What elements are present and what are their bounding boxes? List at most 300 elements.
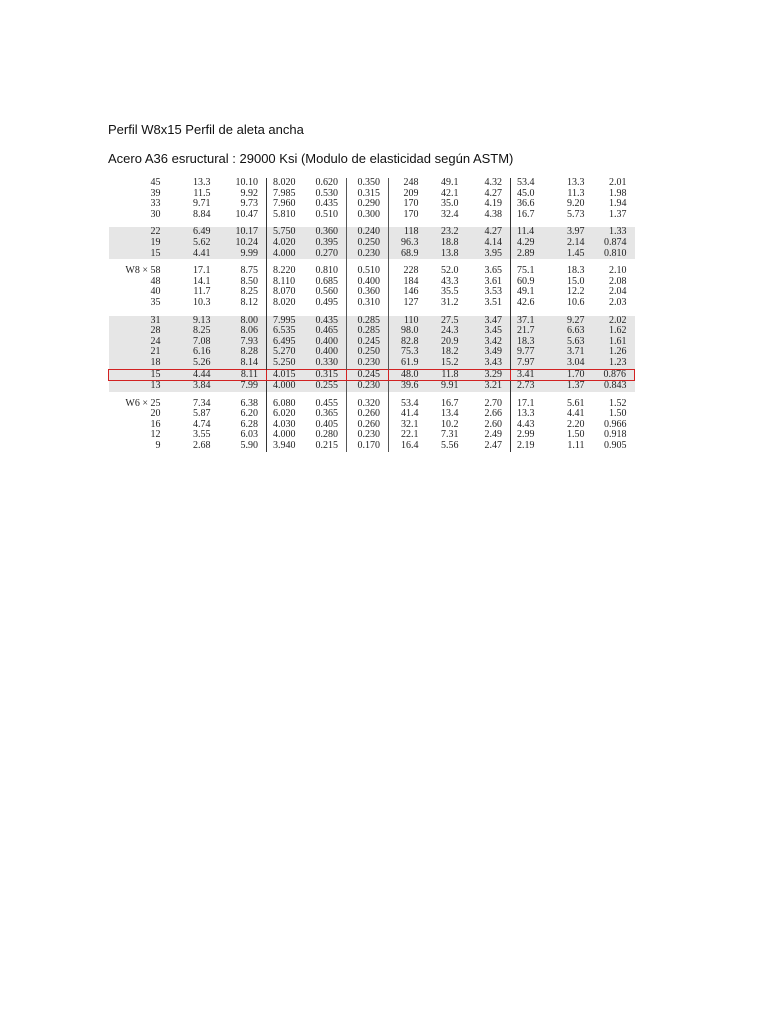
table-cell: 21.7: [511, 326, 551, 337]
spacer-cell: [267, 220, 309, 227]
table-cell: 4.38: [484, 209, 502, 220]
table-cell: 22.1: [389, 430, 427, 441]
table-cell: 2.20: [567, 419, 585, 430]
table-cell: 4.020: [267, 238, 309, 249]
spacer-cell: [551, 220, 593, 227]
table-cell: 52.0: [441, 266, 459, 277]
table-cell: 146: [389, 287, 427, 298]
table-cell: 1.61: [593, 337, 635, 348]
table-cell: 2.10: [609, 266, 627, 277]
table-cell: 0.245: [347, 337, 389, 348]
table-cell: 4.015: [267, 369, 309, 381]
spacer-cell: [267, 392, 309, 399]
spacer-cell: [511, 220, 551, 227]
table-cell: 3.61: [484, 276, 502, 287]
spacer-cell: [109, 392, 175, 399]
table-cell: 4.41: [567, 409, 585, 420]
row-designation-cell: 33: [150, 199, 161, 210]
table-row: [109, 210, 635, 221]
table-cell: 5.73: [567, 209, 585, 220]
spacer-cell: [175, 259, 219, 266]
row-designation-cell: 15: [109, 369, 175, 381]
table-cell: 0.270: [309, 249, 347, 260]
table-cell: 8.75: [240, 266, 258, 277]
table-cell: 8.11: [219, 369, 267, 381]
table-row: [109, 266, 635, 277]
table-cell: 45.0: [511, 189, 551, 200]
table-row: [109, 277, 635, 288]
table-cell: 2.73: [511, 381, 551, 392]
spacer-cell: [219, 392, 267, 399]
spacer-cell: [309, 220, 347, 227]
table-cell: 5.270: [267, 347, 309, 358]
table-cell: 2.70: [484, 398, 502, 409]
table-cell: 0.245: [347, 369, 389, 381]
table-cell: 0.685: [315, 276, 338, 287]
table-cell: 18.8: [427, 238, 467, 249]
table-cell: 2.14: [551, 238, 593, 249]
spacer-cell: [467, 392, 511, 399]
table-cell: 7.960: [267, 199, 309, 210]
spacer-cell: [219, 259, 267, 266]
table-cell: 1.50: [609, 409, 627, 420]
table-cell: 2.60: [484, 419, 502, 430]
table-cell: 7.93: [219, 337, 267, 348]
table-cell: 0.230: [347, 249, 389, 260]
table-cell: 5.61: [567, 398, 585, 409]
table-row: [109, 420, 635, 431]
table-cell: 75.1: [511, 266, 551, 277]
table-cell: 5.750: [267, 227, 309, 238]
table-cell: 4.27: [484, 188, 502, 199]
table-cell: 0.170: [347, 441, 389, 452]
table-cell: 170: [389, 210, 427, 221]
spacer-cell: [175, 220, 219, 227]
table-cell: 0.290: [347, 199, 389, 210]
table-cell: 3.71: [551, 347, 593, 358]
table-cell: 0.285: [347, 316, 389, 327]
table-cell: 37.1: [511, 316, 551, 327]
table-cell: 0.560: [315, 287, 338, 298]
table-cell: 0.365: [315, 409, 338, 420]
table-cell: 32.4: [441, 209, 459, 220]
spacer-cell: [109, 259, 175, 266]
spacer-cell: [389, 220, 427, 227]
table-cell: 0.260: [347, 420, 389, 431]
table-cell: 0.320: [347, 399, 389, 410]
table-cell: 6.28: [240, 419, 258, 430]
table-cell: 17.1: [511, 399, 551, 410]
table-cell: 42.1: [441, 188, 459, 199]
table-cell: 7.97: [511, 358, 551, 369]
table-cell: 8.25: [175, 326, 219, 337]
table-cell: 42.6: [511, 298, 551, 309]
table-row: [109, 298, 635, 309]
table-cell: 0.510: [315, 209, 338, 220]
table-cell: 0.260: [347, 409, 389, 420]
table-cell: 0.280: [315, 430, 338, 441]
spacer-cell: [511, 392, 551, 399]
table-cell: 0.315: [309, 369, 347, 381]
table-row: [109, 358, 635, 369]
spacer-cell: [109, 220, 175, 227]
table-cell: 3.84: [175, 381, 219, 392]
table-cell: 6.49: [175, 227, 219, 238]
table-cell: 9.99: [219, 249, 267, 260]
group-spacer: [109, 259, 635, 266]
table-cell: 53.4: [511, 178, 551, 189]
table-cell: 16.4: [389, 441, 427, 452]
table-cell: 75.3: [389, 347, 427, 358]
document-title: Perfil W8x15 Perfil de aleta ancha: [108, 122, 304, 137]
table-cell: 0.360: [309, 227, 347, 238]
table-cell: 8.12: [240, 297, 258, 308]
table-cell: 48.0: [389, 369, 427, 381]
table-cell: 3.55: [193, 430, 211, 441]
group-spacer: [109, 392, 635, 399]
table-cell: 6.535: [267, 326, 309, 337]
table-cell: 5.26: [175, 358, 219, 369]
spacer-cell: [427, 220, 467, 227]
table-cell: 18.3: [567, 266, 585, 277]
table-cell: 61.9: [389, 358, 427, 369]
table-cell: 0.360: [347, 287, 389, 298]
table-cell: 2.47: [484, 441, 502, 452]
table-cell: 1.23: [593, 358, 635, 369]
spacer-cell: [175, 309, 219, 316]
table-cell: 7.31: [441, 430, 459, 441]
table-cell: 12.2: [567, 287, 585, 298]
table-cell: 3.95: [467, 249, 511, 260]
table-cell: 0.400: [309, 337, 347, 348]
table-cell: 2.19: [511, 441, 551, 452]
table-cell: 4.27: [467, 227, 511, 238]
table-cell: 3.940: [267, 441, 309, 452]
table-row: [109, 189, 635, 200]
table-cell: 4.14: [467, 238, 511, 249]
table-cell: 3.21: [467, 381, 511, 392]
table-cell: 0.400: [309, 347, 347, 358]
table-row: [109, 430, 635, 441]
table-row: [109, 337, 635, 348]
spacer-cell: [309, 259, 347, 266]
spacer-cell: [347, 259, 389, 266]
table-cell: 6.495: [267, 337, 309, 348]
table-cell: 1.62: [593, 326, 635, 337]
table-cell: 5.810: [267, 210, 309, 221]
table-cell: 0.495: [315, 297, 338, 308]
table-cell: 9.91: [427, 381, 467, 392]
table-cell: 11.3: [567, 188, 585, 199]
table-cell: 3.41: [511, 369, 551, 381]
spacer-cell: [551, 392, 593, 399]
table-cell: 0.300: [347, 210, 389, 221]
table-cell: 2.49: [484, 430, 502, 441]
table-cell: 3.51: [484, 297, 502, 308]
spacer-cell: [593, 309, 635, 316]
table-cell: 9.71: [193, 199, 211, 210]
table-cell: 3.49: [467, 347, 511, 358]
table-cell: 4.29: [511, 238, 551, 249]
spacer-cell: [593, 220, 635, 227]
row-designation-cell: 13: [109, 381, 175, 392]
spacer-cell: [175, 392, 219, 399]
table-cell: 1.94: [609, 199, 627, 210]
spacer-cell: [109, 309, 175, 316]
table-cell: 4.000: [267, 381, 309, 392]
row-designation-cell: 22: [109, 227, 175, 238]
table-cell: 13.4: [441, 409, 459, 420]
table-cell: 3.65: [484, 266, 502, 277]
table-cell: 6.38: [240, 398, 258, 409]
table-cell: 11.4: [511, 227, 551, 238]
table-cell: 4.74: [193, 419, 211, 430]
table-cell: 10.17: [219, 227, 267, 238]
row-designation-cell: 15: [109, 249, 175, 260]
table-cell: 170: [389, 199, 427, 210]
table-cell: 4.000: [267, 249, 309, 260]
table-cell: 10.2: [441, 419, 459, 430]
table-cell: 5.87: [193, 409, 211, 420]
table-cell: 7.995: [267, 316, 309, 327]
table-cell: 9.20: [567, 199, 585, 210]
spacer-cell: [309, 309, 347, 316]
table-cell: 0.405: [315, 419, 338, 430]
spacer-cell: [551, 309, 593, 316]
table-cell: 11.7: [193, 287, 211, 298]
table-cell: 13.8: [427, 249, 467, 260]
table-cell: 0.435: [315, 199, 338, 210]
table-cell: 0.810: [593, 249, 635, 260]
table-cell: 7.99: [219, 381, 267, 392]
table-cell: 0.230: [347, 430, 389, 441]
table-row: [109, 249, 635, 260]
table-cell: 32.1: [389, 420, 427, 431]
table-cell: 0.843: [593, 381, 635, 392]
table-cell: 248: [389, 178, 427, 189]
table-row: [109, 409, 635, 420]
row-designation-cell: 19: [109, 238, 175, 249]
table-cell: 96.3: [389, 238, 427, 249]
table-row: [109, 227, 635, 238]
spacer-cell: [551, 259, 593, 266]
spacer-cell: [511, 309, 551, 316]
table-cell: 0.455: [315, 398, 338, 409]
table-cell: 27.5: [427, 316, 467, 327]
table-cell: 98.0: [389, 326, 427, 337]
table-cell: 43.3: [441, 276, 459, 287]
table-cell: 60.9: [511, 277, 551, 288]
table-cell: 4.32: [484, 178, 502, 188]
spacer-cell: [267, 309, 309, 316]
table-cell: 13.3: [567, 178, 585, 188]
row-designation-cell: 31: [109, 316, 175, 327]
table-cell: 0.285: [347, 326, 389, 337]
table-cell: 1.11: [567, 441, 585, 452]
row-designation-cell: 21: [109, 347, 175, 358]
table-cell: 16.7: [441, 398, 459, 409]
table-cell: 17.1: [193, 266, 211, 277]
table-cell: 3.97: [551, 227, 593, 238]
table-row: [109, 381, 635, 392]
table-cell: 0.966: [604, 419, 627, 430]
table-cell: 36.6: [511, 199, 551, 210]
table-cell: 16.7: [511, 210, 551, 221]
table-cell: 0.240: [347, 227, 389, 238]
table-cell: 0.435: [309, 316, 347, 327]
spacer-cell: [427, 259, 467, 266]
table-cell: 0.876: [593, 369, 635, 381]
table-cell: 9.27: [551, 316, 593, 327]
table-cell: 18.2: [427, 347, 467, 358]
table-cell: 0.465: [309, 326, 347, 337]
table-cell: 4.19: [484, 199, 502, 210]
table-cell: 7.985: [267, 189, 309, 200]
spacer-cell: [511, 259, 551, 266]
table-cell: 8.06: [219, 326, 267, 337]
profile-properties-table: [108, 178, 635, 452]
table-cell: 118: [389, 227, 427, 238]
table-cell: 6.080: [267, 399, 309, 410]
table-cell: 1.33: [593, 227, 635, 238]
table-cell: 3.53: [484, 287, 502, 298]
table-cell: 5.62: [175, 238, 219, 249]
table-cell: 11.8: [427, 369, 467, 381]
table-row: [109, 399, 635, 410]
table-cell: 23.2: [427, 227, 467, 238]
group-spacer: [109, 220, 635, 227]
row-designation-cell: W6 × 25: [125, 398, 161, 409]
table-cell: 49.1: [511, 287, 551, 298]
spacer-cell: [427, 309, 467, 316]
table-cell: 8.020: [267, 178, 309, 189]
spacer-cell: [389, 392, 427, 399]
table-cell: 10.6: [567, 297, 585, 308]
table-cell: 5.250: [267, 358, 309, 369]
table-cell: 68.9: [389, 249, 427, 260]
row-designation-cell: 16: [150, 419, 161, 430]
table-cell: 3.42: [467, 337, 511, 348]
highlighted-table-row: [109, 369, 635, 381]
table-cell: 2.68: [193, 441, 211, 452]
table-cell: 4.41: [175, 249, 219, 260]
table-cell: 10.3: [193, 297, 211, 308]
table-row: [109, 441, 635, 452]
table-cell: 13.3: [511, 409, 551, 420]
row-designation-cell: 20: [150, 409, 161, 420]
table-cell: 1.52: [609, 398, 627, 409]
table-cell: 0.350: [347, 178, 389, 189]
table-cell: 4.43: [511, 420, 551, 431]
spacer-cell: [389, 309, 427, 316]
table-cell: 8.00: [219, 316, 267, 327]
table-cell: 4.030: [267, 420, 309, 431]
row-designation-cell: 18: [109, 358, 175, 369]
group-spacer: [109, 309, 635, 316]
table-cell: 13.3: [193, 178, 211, 188]
row-designation-cell: 40: [150, 287, 161, 298]
table-cell: 6.03: [240, 430, 258, 441]
table-cell: 5.63: [551, 337, 593, 348]
table-cell: 0.918: [604, 430, 627, 441]
table-cell: 0.250: [347, 238, 389, 249]
row-designation-cell: 28: [109, 326, 175, 337]
table-cell: 4.44: [175, 369, 219, 381]
table-cell: 0.395: [309, 238, 347, 249]
table-cell: 53.4: [389, 399, 427, 410]
spacer-cell: [309, 392, 347, 399]
row-designation-cell: 48: [150, 276, 161, 287]
row-designation-cell: 39: [150, 188, 161, 199]
table-cell: 8.070: [267, 287, 309, 298]
table-cell: 2.01: [609, 178, 627, 188]
table-cell: 1.37: [551, 381, 593, 392]
table-cell: 10.24: [219, 238, 267, 249]
table-cell: 4.000: [267, 430, 309, 441]
table-cell: 9.77: [511, 347, 551, 358]
table-cell: 0.230: [347, 381, 389, 392]
table-row: [109, 199, 635, 210]
spacer-cell: [427, 392, 467, 399]
table-cell: 1.70: [551, 369, 593, 381]
table-cell: 6.63: [551, 326, 593, 337]
row-designation-cell: 9: [155, 441, 161, 452]
table-cell: 31.2: [441, 297, 459, 308]
table-cell: 2.89: [511, 249, 551, 260]
table-cell: 0.250: [347, 347, 389, 358]
table-cell: 8.14: [219, 358, 267, 369]
table-cell: 8.220: [267, 266, 309, 277]
table-cell: 9.92: [240, 188, 258, 199]
row-designation-cell: 30: [150, 209, 161, 220]
spacer-cell: [593, 392, 635, 399]
table-cell: 0.215: [315, 441, 338, 452]
profile-properties-table-image: [108, 178, 634, 475]
table-cell: 110: [389, 316, 427, 327]
table-cell: 10.47: [235, 209, 258, 220]
table-cell: 1.50: [567, 430, 585, 441]
table-cell: 0.315: [347, 189, 389, 200]
spacer-cell: [467, 220, 511, 227]
table-cell: 0.905: [604, 441, 627, 452]
table-cell: 0.620: [315, 178, 338, 188]
table-cell: 11.5: [193, 188, 211, 199]
table-cell: 18.3: [511, 337, 551, 348]
table-cell: 0.230: [347, 358, 389, 369]
table-cell: 10.10: [235, 178, 258, 188]
table-cell: 3.29: [467, 369, 511, 381]
table-cell: 8.25: [240, 287, 258, 298]
table-cell: 20.9: [427, 337, 467, 348]
spacer-cell: [267, 259, 309, 266]
table-cell: 228: [389, 266, 427, 277]
table-cell: 6.20: [240, 409, 258, 420]
table-cell: 35.0: [441, 199, 459, 210]
spacer-cell: [347, 392, 389, 399]
table-cell: 7.08: [175, 337, 219, 348]
table-cell: 15.2: [427, 358, 467, 369]
table-cell: 8.28: [219, 347, 267, 358]
spacer-cell: [219, 220, 267, 227]
table-cell: 0.400: [347, 277, 389, 288]
table-row: [109, 178, 635, 189]
table-cell: 2.08: [609, 276, 627, 287]
spacer-cell: [389, 259, 427, 266]
table-cell: 3.47: [467, 316, 511, 327]
row-designation-cell: 45: [150, 178, 161, 188]
row-designation-cell: 35: [150, 297, 161, 308]
table-cell: 8.50: [240, 276, 258, 287]
